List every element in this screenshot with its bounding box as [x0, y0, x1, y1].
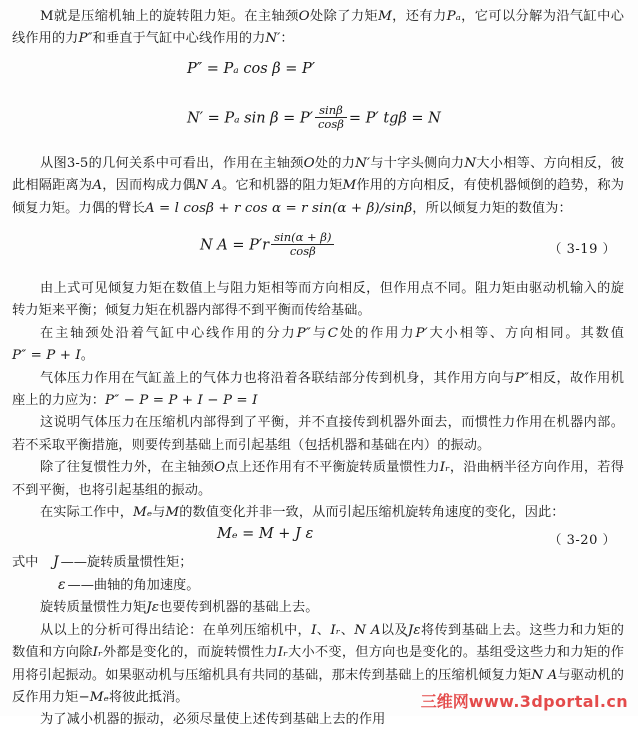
p10-segment-d: 以及	[380, 622, 408, 638]
formula-base-force: P″ − P = P + I − P = I	[105, 393, 258, 409]
equation-body-group	[187, 102, 441, 132]
formula-p-double-prime-eq: P″ = P + I	[12, 348, 81, 364]
equation-n-prime	[12, 101, 624, 145]
fraction-numerator: sin(α + β)	[271, 231, 334, 245]
site-watermark	[421, 689, 628, 712]
p7-segment-c: ，沿曲柄半径方向作用，若得不到平衡，也将引起基组的振动。	[12, 460, 624, 498]
symbol-J-epsilon-10: Jε	[407, 622, 421, 638]
p10-segment-h: 与驱动机的反作用力矩	[12, 667, 624, 705]
symbol-N: N	[464, 155, 477, 171]
p10-segment-b: 、	[316, 622, 331, 638]
p1-segment-a: M就是压缩机轴上的旋转阻力矩。在主轴颈	[40, 9, 299, 24]
p2-segment-f: 。它和机器的阻力矩	[221, 178, 343, 194]
symbol-P-double-prime: P″	[78, 31, 93, 47]
p1-segment-b: 处除了力矩	[309, 9, 379, 24]
p4-segment-b: 与	[310, 325, 328, 341]
p9-segment-b: 也要传到机器的基础上去。	[159, 600, 319, 616]
symbol-Pa: Pₐ	[446, 9, 461, 24]
symbol-A: A	[92, 178, 103, 194]
paragraph-8	[12, 502, 624, 524]
symbol-definition-list	[12, 551, 624, 598]
p2-segment-g: 作用的方向相反，有使机器倾倒的趋势，称为倾复力矩。力偶的臂长	[12, 178, 624, 216]
p2-segment-h: ，所以倾复力矩的数值为：	[412, 200, 572, 216]
watermark-url-text: www.3dportal.cn	[468, 692, 628, 711]
p1-segment-c: ，还有力	[391, 9, 447, 24]
symbol-N-prime: N′	[265, 31, 281, 47]
definition-row-epsilon	[12, 574, 624, 597]
equation-number-3-20: （ 3-20 ）	[548, 532, 616, 548]
p1-segment-e: 和垂直于气缸中心线作用的力	[92, 31, 266, 47]
definition-dash: ——	[60, 554, 87, 570]
symbol-N-prime-2: N′	[355, 155, 371, 171]
p10-segment-c: 、	[340, 622, 355, 638]
paragraph-2	[12, 153, 624, 220]
definition-list-header: 式中	[12, 554, 39, 570]
symbol-P-double-prime-5: P″	[514, 370, 530, 386]
equation-3-20	[12, 525, 624, 551]
p2-segment-b: 处的力	[314, 155, 356, 171]
p5-segment-b: 相反，故作用机座上的力应为：	[12, 370, 624, 409]
equation-p-double-prime	[12, 61, 624, 97]
p10-segment-g: 大小不变，但方向也是变化的。基组受这些力和力矩的作用将引起振动。如果驱动机与压缩机具有共同的基础，那末传到基础上的压缩机倾复力矩	[12, 645, 624, 683]
p10-segment-f: 外都是变化的，而旋转惯性力	[102, 645, 278, 661]
equation-lead: N′ = Pₐ sin β = P′	[187, 110, 313, 127]
p9-segment-a: 旋转质量惯性力矩	[40, 600, 147, 616]
watermark-cn-text: 三维网	[420, 692, 469, 711]
definition-row-J	[12, 551, 624, 574]
p5-segment-a: 气体压力作用在气缸盖上的气体力也将沿着各联结部分传到机身，其作用方向与	[40, 370, 515, 386]
p7-segment-a: 除了往复惯性力外，在主轴颈	[40, 460, 215, 476]
equation-tail: = P′ tgβ = N	[348, 110, 441, 127]
p10-segment-e: 将传到基础上去。这些力和力矩的数值和方向除	[12, 622, 625, 661]
equation-3-19-lead: N A = P′r	[200, 237, 270, 254]
symbol-I: I	[311, 622, 317, 638]
symbol-Ir-10c: Iᵣ	[277, 645, 288, 661]
symbol-NA: N A	[195, 178, 222, 194]
equation-number-3-19: （ 3-19 ）	[548, 242, 616, 258]
p4-segment-d: 大小相等、方向相同。其数值	[427, 325, 625, 341]
definition-symbol: J	[52, 553, 59, 570]
symbol-O-7: O	[214, 460, 226, 476]
p8-segment-c: 的数值变化并非一致，从而引起压缩机旋转角速度的变化，因此：	[179, 505, 565, 521]
symbol-M-8: M	[165, 505, 180, 521]
p2-segment-c: 与十字头侧向力	[370, 155, 465, 171]
symbol-P-prime: P′	[415, 325, 428, 341]
symbol-NA-10: N A	[354, 622, 381, 638]
definition-text: 曲轴的角加速度。	[93, 577, 200, 593]
paragraph-1	[12, 6, 624, 51]
p2-segment-d: 大小相等、方向相反，彼此相隔距离为	[12, 155, 624, 194]
p1-segment-f: ：	[280, 31, 294, 47]
symbol-Ir-10b: Iᵣ	[92, 645, 103, 661]
p4-segment-c: 处的作用力	[338, 325, 416, 341]
equation-3-19-body	[200, 232, 336, 259]
symbol-P-double-prime-4: P″	[296, 325, 311, 341]
equation-3-20-body: Mₑ = M + J ε	[217, 525, 314, 542]
equation-body: P″ = Pₐ cos β = P′	[187, 60, 316, 77]
p4-segment-e: 。	[80, 348, 95, 364]
symbol-C: C	[327, 325, 339, 341]
paragraph-11: 为了减小机器的振动，必须尽量使上述传到基础上去的作用	[40, 712, 386, 728]
p4-segment-a: 在主轴颈处沿着气缸中心线作用的分力	[40, 325, 297, 341]
paragraph-4	[12, 323, 624, 368]
p2-segment-e: ，因而构成力偶	[102, 178, 196, 194]
equation-3-19	[12, 226, 624, 272]
paragraph-3: 由上式可见倾复力矩在数值上与阻力矩相等而方向相反，但作用点不同。阻力矩由驱动机输入的旋转力矩来平衡；倾复力矩在机器内部得不到平衡而传给基础。	[12, 281, 624, 319]
symbol-Ir: Iᵣ	[439, 460, 450, 476]
paragraph-7	[12, 457, 624, 502]
symbol-NA-10b: N A	[531, 667, 558, 683]
p8-segment-a: 在实际工作中，	[40, 505, 134, 521]
p7-segment-b: 点上还作用有不平衡旋转质量惯性力	[225, 460, 440, 476]
symbol-Ir-10: Iᵣ	[330, 622, 341, 638]
p2-segment-a: 从图3-5的几何关系中可看出，作用在主轴颈	[40, 155, 304, 171]
p10-segment-i: 将彼此抵消。	[108, 689, 189, 705]
fraction-sin-alpha-beta	[271, 231, 334, 258]
p10-segment-a: 从以上的分析可得出结论：在单列压缩机中，	[40, 622, 312, 638]
symbol-neg-Me: −Mₑ	[78, 689, 109, 705]
symbol-J-epsilon: Jε	[146, 600, 160, 616]
fraction-numerator: sinβ	[315, 104, 347, 118]
symbol-O: O	[298, 9, 310, 24]
definition-symbol: ε	[58, 576, 66, 593]
definition-dash: ——	[67, 577, 94, 593]
paragraph-6: 这说明气体压力在压缩机内部得到了平衡，并不直接传到机器外面去，而惯性力作用在机器内部。若不采取平衡措施，则要传到基础上而引起基组（包括机器和基础在内）的振动。	[12, 415, 624, 453]
symbol-Me: Mₑ	[133, 505, 153, 521]
formula-arm-A: A = l cosβ + r cos α = r sin(α + β)/sinβ	[144, 200, 413, 216]
fraction-denominator: cosβ	[289, 244, 316, 259]
definition-text: 旋转质量惯性矩；	[86, 554, 193, 570]
paragraph-9	[12, 597, 624, 619]
fraction-sin-cos	[315, 104, 347, 131]
symbol-M: M	[378, 9, 392, 24]
fraction-denominator: cosβ	[317, 116, 344, 131]
paragraph-5	[12, 368, 624, 413]
p1-segment-d: ，它可以分解为沿气缸中心线作用的力	[12, 9, 625, 47]
symbol-M-2: M	[342, 178, 357, 194]
p8-segment-b: 与	[152, 505, 166, 521]
symbol-O-2: O	[303, 155, 315, 171]
